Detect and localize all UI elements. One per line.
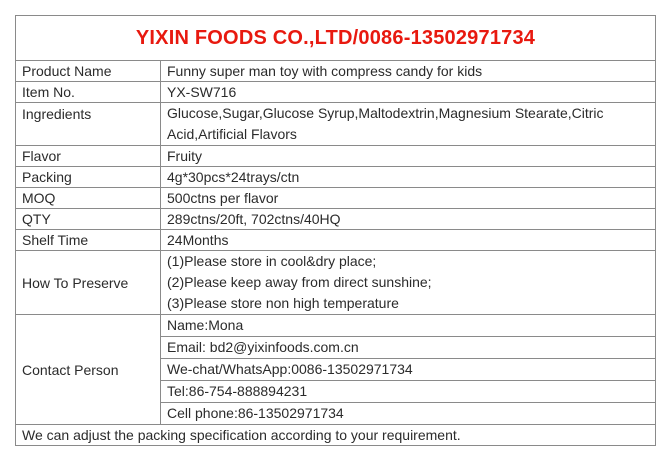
contact-lines: [161, 315, 656, 425]
row-value-shelf-time: 24Months: [161, 230, 656, 251]
row-label-contact-person: Contact Person: [16, 315, 161, 425]
row-label-shelf-time: Shelf Time: [16, 230, 161, 251]
table-row: [16, 61, 656, 82]
table-row: [16, 167, 656, 188]
preserve-line: (1)Please store in cool&dry place;: [167, 253, 377, 269]
row-value-packing: 4g*30pcs*24trays/ctn: [161, 167, 656, 188]
row-label-packing: Packing: [16, 167, 161, 188]
row-label-how-to-preserve: How To Preserve: [16, 251, 161, 315]
table-row: [16, 425, 656, 446]
row-label-qty: QTY: [16, 209, 161, 230]
row-value-qty: 289ctns/20ft, 702ctns/40HQ: [161, 209, 656, 230]
row-label-moq: MOQ: [16, 188, 161, 209]
table-row: [16, 209, 656, 230]
row-label-ingredients: Ingredients: [16, 103, 161, 146]
row-value-flavor: Fruity: [161, 146, 656, 167]
row-label-flavor: Flavor: [16, 146, 161, 167]
contact-tel: Tel:86-754-888894231: [161, 381, 655, 403]
contact-wechat-whatsapp: We-chat/WhatsApp:0086-13502971734: [161, 359, 655, 381]
contact-name: Name:Mona: [161, 315, 655, 337]
row-value-ingredients: Glucose,Sugar,Glucose Syrup,Maltodextrin,Magnesium Stearate,Citric Acid,Artificial Flavors: [161, 103, 656, 146]
packing-note: We can adjust the packing specification according to your requirement.: [16, 425, 656, 446]
spec-table: [15, 15, 656, 446]
table-row: [16, 315, 656, 425]
preserve-lines: [161, 251, 656, 315]
table-row: [16, 82, 656, 103]
preserve-line: (2)Please keep away from direct sunshine;: [167, 274, 432, 290]
row-value-item-no: YX-SW716: [161, 82, 656, 103]
row-value-product-name: Funny super man toy with compress candy for kids: [161, 61, 656, 82]
row-label-product-name: Product Name: [16, 61, 161, 82]
table-row: [16, 251, 656, 315]
table-row: [16, 103, 656, 146]
row-value-moq: 500ctns per flavor: [161, 188, 656, 209]
contact-email: Email: bd2@yixinfoods.com.cn: [161, 337, 655, 359]
contact-cell-phone: Cell phone:86-13502971734: [167, 405, 344, 421]
company-title: YIXIN FOODS CO.,LTD/0086-13502971734: [16, 16, 656, 61]
table-row: [16, 230, 656, 251]
table-row: [16, 146, 656, 167]
product-spec-sheet: [15, 15, 655, 446]
table-row: [16, 188, 656, 209]
preserve-line: (3)Please store non high temperature: [167, 295, 399, 311]
row-label-item-no: Item No.: [16, 82, 161, 103]
